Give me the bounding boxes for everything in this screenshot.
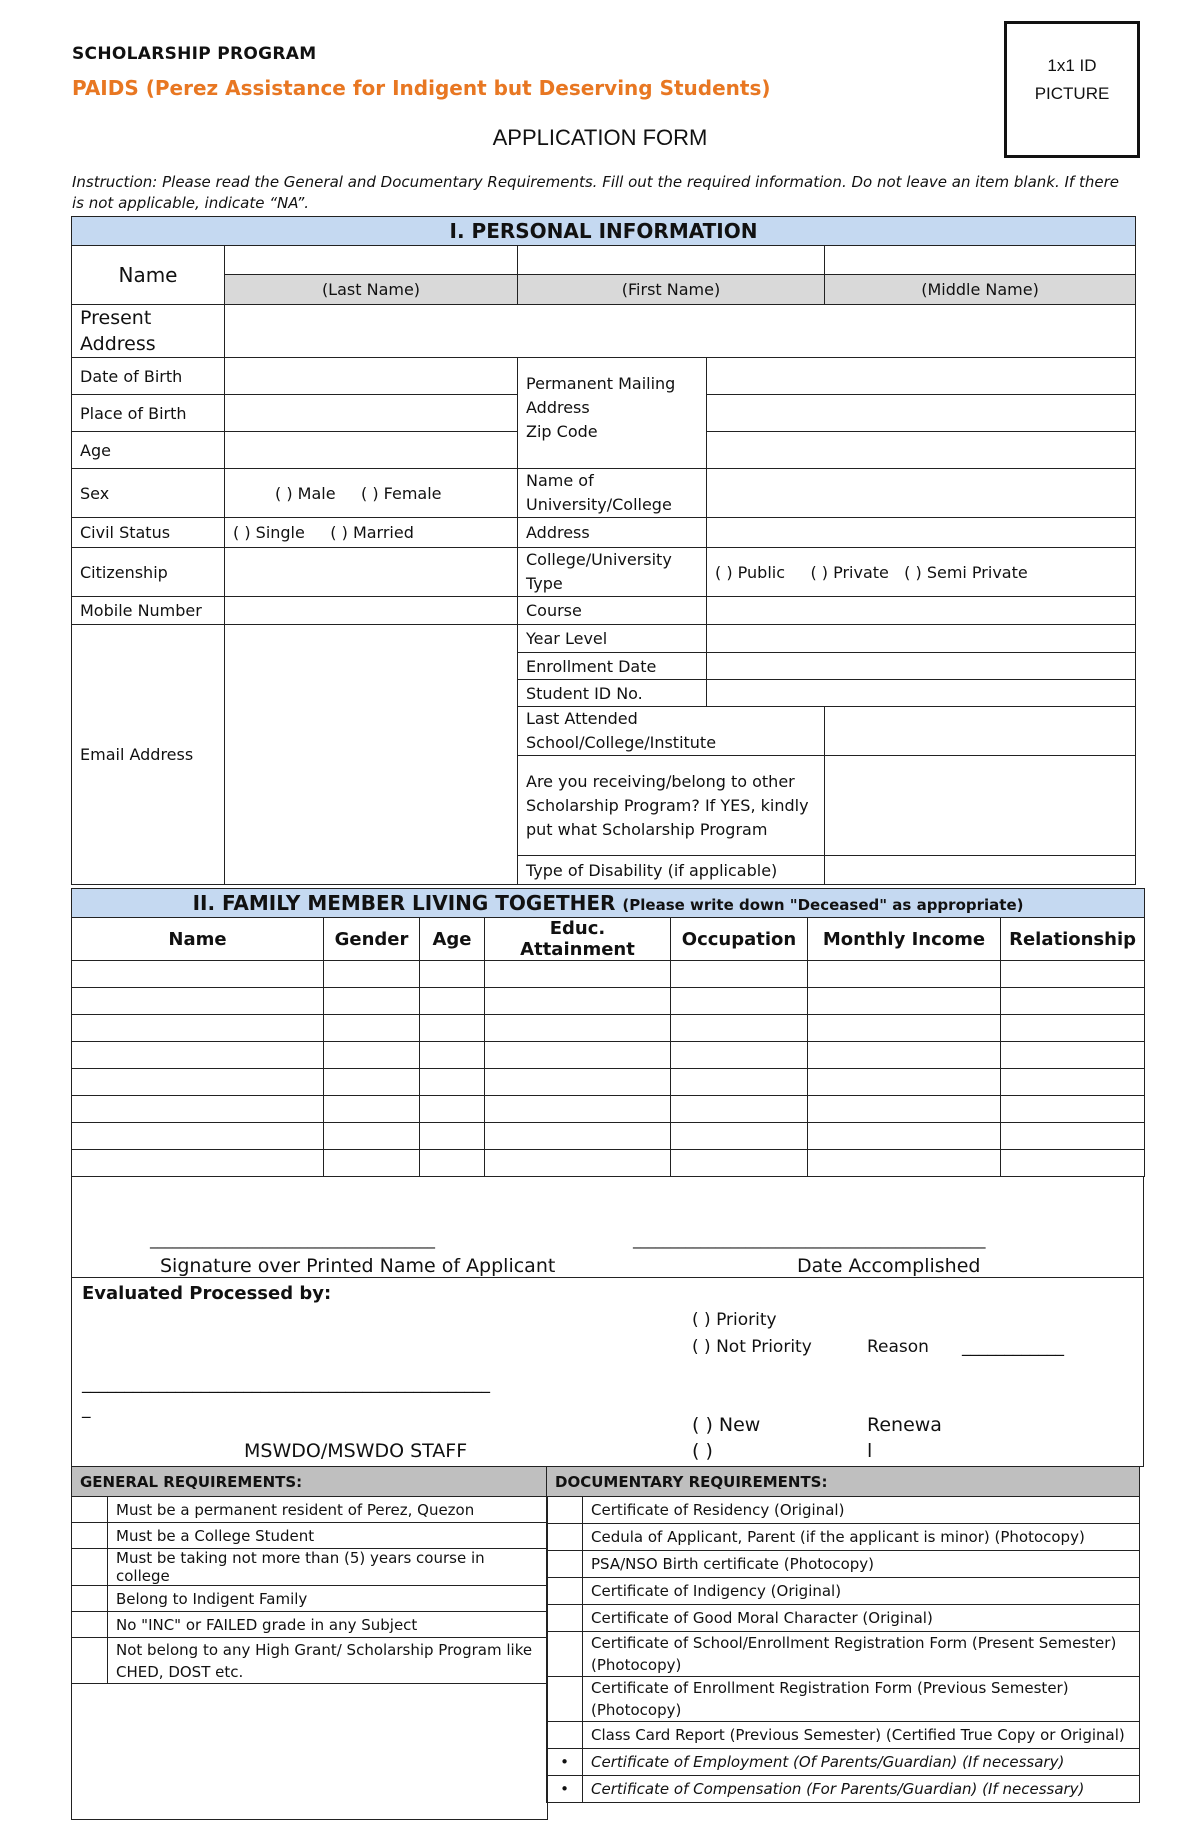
- doc-req-8: Class Card Report (Previous Semester) (Certified True Copy or Original): [583, 1722, 1140, 1749]
- section-family-title: [72, 889, 1145, 918]
- cell[interactable]: [72, 1069, 324, 1096]
- general-checkbox-3[interactable]: [72, 1549, 108, 1586]
- date-accomplished-line[interactable]: _______________________________________________: [633, 1231, 986, 1249]
- cell[interactable]: [420, 961, 485, 988]
- year-level-input[interactable]: [707, 625, 1136, 653]
- university-address-input[interactable]: [707, 518, 1136, 548]
- disability-input[interactable]: [825, 856, 1136, 885]
- cell[interactable]: [1001, 1150, 1145, 1177]
- doc-checkbox-7[interactable]: [547, 1677, 583, 1722]
- table-row: [72, 1069, 1145, 1096]
- col-gender: Gender: [324, 918, 420, 961]
- col-relationship: Relationship: [1001, 918, 1145, 961]
- staff-signature-line[interactable]: ________________________________________________: [82, 1374, 490, 1394]
- photo-label-2: PICTURE: [1034, 84, 1110, 103]
- last-name-caption: (Last Name): [225, 275, 518, 305]
- col-age: Age: [420, 918, 485, 961]
- general-req-5: No "INC" or FAILED grade in any Subject: [108, 1612, 548, 1638]
- mobile-number-input[interactable]: [225, 597, 518, 625]
- cell[interactable]: [324, 1123, 420, 1150]
- general-req-2: Must be a College Student: [108, 1523, 548, 1549]
- first-name-input[interactable]: [518, 246, 825, 275]
- college-type-label: College/University Type: [518, 548, 707, 597]
- last-attended-label: Last Attended School/College/Institute: [518, 707, 825, 756]
- first-name-caption: (First Name): [518, 275, 825, 305]
- cell[interactable]: [808, 1150, 1001, 1177]
- table-row: [72, 1123, 1145, 1150]
- col-occupation: Occupation: [671, 918, 808, 961]
- table-row: [72, 961, 1145, 988]
- instruction-text: Instruction: Please read the General and Documentary Requirements. Fill out the required information. Do not leave an item blank. If there is not applicable, indicate “NA”.: [72, 173, 1119, 212]
- type-private-option[interactable]: ( ) Private: [810, 562, 889, 582]
- renewal-option[interactable]: ( ): [692, 1440, 713, 1462]
- cell[interactable]: [671, 1042, 808, 1069]
- doc-checkbox-4[interactable]: [547, 1578, 583, 1605]
- middle-name-caption: (Middle Name): [825, 275, 1136, 305]
- citizenship-label: Citizenship: [72, 548, 225, 597]
- course-label: Course: [518, 597, 707, 625]
- doc-req-3: PSA/NSO Birth certificate (Photocopy): [583, 1551, 1140, 1578]
- civil-single-option[interactable]: ( ) Single: [233, 523, 305, 542]
- priority-option[interactable]: ( ) Priority: [692, 1310, 777, 1330]
- last-name-input[interactable]: [225, 246, 518, 275]
- signature-box: [71, 1176, 1144, 1278]
- date-accomplished-label: Date Accomplished: [797, 1255, 981, 1277]
- col-name: Name: [72, 918, 324, 961]
- cell[interactable]: [485, 1096, 671, 1123]
- cell[interactable]: [808, 1015, 1001, 1042]
- doc-req-10: Certificate of Compensation (For Parents/Guardian) (If necessary): [583, 1776, 1140, 1803]
- doc-req-2: Cedula of Applicant, Parent (if the applicant is minor) (Photocopy): [583, 1524, 1140, 1551]
- renewal-label-b: l: [867, 1440, 873, 1462]
- reason-label: Reason: [867, 1337, 929, 1357]
- cell[interactable]: [324, 1015, 420, 1042]
- cell[interactable]: [420, 1123, 485, 1150]
- cell[interactable]: [1001, 988, 1145, 1015]
- cell[interactable]: [808, 1069, 1001, 1096]
- col-educ-attainment: Educ. Attainment: [485, 918, 671, 961]
- doc-bullet-10: •: [547, 1776, 583, 1803]
- general-checkbox-1[interactable]: [72, 1497, 108, 1523]
- general-checkbox-6[interactable]: [72, 1638, 108, 1684]
- general-req-3: Must be taking not more than (5) years course in college: [108, 1549, 548, 1586]
- other-scholarship-input[interactable]: [825, 756, 1136, 856]
- cell[interactable]: [324, 988, 420, 1015]
- mobile-number-label: Mobile Number: [72, 597, 225, 625]
- cell[interactable]: [72, 1042, 324, 1069]
- family-title-text: II. FAMILY MEMBER LIVING TOGETHER: [192, 891, 616, 915]
- cell[interactable]: [671, 1015, 808, 1042]
- doc-checkbox-8[interactable]: [547, 1722, 583, 1749]
- sex-label: Sex: [72, 469, 225, 518]
- enrollment-date-input[interactable]: [707, 653, 1136, 680]
- family-table: [71, 888, 1145, 1177]
- family-title-note: (Please write down "Deceased" as appropriate): [622, 896, 1024, 914]
- sex-female-option[interactable]: ( ) Female: [361, 483, 442, 503]
- not-priority-option[interactable]: ( ) Not Priority: [692, 1337, 812, 1357]
- type-public-option[interactable]: ( ) Public: [715, 562, 786, 582]
- age-input[interactable]: [225, 432, 518, 469]
- program-title: SCHOLARSHIP PROGRAM: [72, 44, 317, 64]
- general-checkbox-4[interactable]: [72, 1586, 108, 1612]
- present-address-label: Present Address: [72, 305, 225, 358]
- staff-label: MSWDO/MSWDO STAFF: [244, 1440, 468, 1462]
- year-level-label: Year Level: [518, 625, 707, 653]
- disability-label: Type of Disability (if applicable): [518, 856, 825, 885]
- table-row: [72, 1015, 1145, 1042]
- permanent-mailing-input-1[interactable]: [707, 358, 1136, 395]
- cell[interactable]: [671, 1150, 808, 1177]
- middle-name-input[interactable]: [825, 246, 1136, 275]
- col-monthly-income: Monthly Income: [808, 918, 1001, 961]
- cell[interactable]: [324, 1150, 420, 1177]
- evaluation-box: [71, 1277, 1144, 1467]
- section-personal-title: I. PERSONAL INFORMATION: [72, 217, 1136, 246]
- cell[interactable]: [420, 1069, 485, 1096]
- cell[interactable]: [1001, 1069, 1145, 1096]
- cell[interactable]: [808, 988, 1001, 1015]
- sex-male-option[interactable]: ( ) Male: [275, 483, 336, 503]
- table-row: [72, 1042, 1145, 1069]
- email-address-input[interactable]: [225, 625, 518, 885]
- doc-req-1: Certificate of Residency (Original): [583, 1497, 1140, 1524]
- student-id-input[interactable]: [707, 680, 1136, 707]
- doc-req-4: Certificate of Indigency (Original): [583, 1578, 1140, 1605]
- cell[interactable]: [420, 1015, 485, 1042]
- cell[interactable]: [324, 961, 420, 988]
- doc-checkbox-3[interactable]: [547, 1551, 583, 1578]
- email-address-label: Email Address: [72, 625, 225, 885]
- form-title: APPLICATION FORM: [492, 125, 708, 150]
- new-option[interactable]: ( ) New: [692, 1414, 761, 1436]
- cell[interactable]: [808, 1042, 1001, 1069]
- documentary-requirements-title: DOCUMENTARY REQUIREMENTS:: [547, 1467, 1140, 1497]
- university-name-label: Name of University/College: [518, 469, 707, 518]
- cell[interactable]: [671, 1069, 808, 1096]
- doc-req-7: Certificate of Enrollment Registration Form (Previous Semester) (Photocopy): [583, 1677, 1140, 1722]
- cell[interactable]: [1001, 1015, 1145, 1042]
- date-of-birth-label: Date of Birth: [72, 358, 225, 395]
- cell[interactable]: [485, 1069, 671, 1096]
- university-name-input[interactable]: [707, 469, 1136, 518]
- general-req-6: Not belong to any High Grant/ Scholarship Program like CHED, DOST etc.: [108, 1638, 548, 1684]
- place-of-birth-input[interactable]: [225, 395, 518, 432]
- student-id-label: Student ID No.: [518, 680, 707, 707]
- general-req-4: Belong to Indigent Family: [108, 1586, 548, 1612]
- type-semi-private-option[interactable]: ( ) Semi Private: [904, 562, 1028, 582]
- general-requirements-table: [71, 1466, 548, 1820]
- civil-status-options: [225, 518, 518, 548]
- place-of-birth-label: Place of Birth: [72, 395, 225, 432]
- program-subtitle: PAIDS (Perez Assistance for Indigent but Deserving Students): [72, 76, 771, 100]
- cell[interactable]: [420, 1150, 485, 1177]
- name-label: Name: [72, 246, 225, 305]
- general-requirements-title: GENERAL REQUIREMENTS:: [72, 1467, 548, 1497]
- general-req-1: Must be a permanent resident of Perez, Quezon: [108, 1497, 548, 1523]
- course-input[interactable]: [707, 597, 1136, 625]
- family-rows: [72, 961, 1145, 1177]
- cell[interactable]: [485, 1042, 671, 1069]
- cell[interactable]: [420, 988, 485, 1015]
- cell[interactable]: [485, 1015, 671, 1042]
- cell[interactable]: [808, 1123, 1001, 1150]
- evaluated-by-label: Evaluated Processed by:: [82, 1283, 332, 1304]
- cell[interactable]: [808, 1096, 1001, 1123]
- cell[interactable]: [485, 988, 671, 1015]
- date-of-birth-input[interactable]: [225, 358, 518, 395]
- cell[interactable]: [72, 1096, 324, 1123]
- cell[interactable]: [324, 1042, 420, 1069]
- cell[interactable]: [485, 961, 671, 988]
- enrollment-date-label: Enrollment Date: [518, 653, 707, 680]
- documentary-requirements-table: [546, 1466, 1140, 1803]
- cell[interactable]: [324, 1069, 420, 1096]
- civil-married-option[interactable]: ( ) Married: [330, 523, 414, 542]
- general-checkbox-5[interactable]: [72, 1612, 108, 1638]
- cell[interactable]: [808, 961, 1001, 988]
- cell[interactable]: [671, 1096, 808, 1123]
- doc-bullet-9: •: [547, 1749, 583, 1776]
- university-address-label: Address: [518, 518, 707, 548]
- cell[interactable]: [420, 1096, 485, 1123]
- permanent-mailing-label: [518, 358, 707, 469]
- general-checkbox-2[interactable]: [72, 1523, 108, 1549]
- table-row: [72, 988, 1145, 1015]
- cell[interactable]: [324, 1096, 420, 1123]
- table-row: [72, 1096, 1145, 1123]
- cell[interactable]: [1001, 1042, 1145, 1069]
- cell[interactable]: [420, 1042, 485, 1069]
- age-label: Age: [72, 432, 225, 469]
- cell[interactable]: [72, 961, 324, 988]
- last-attended-input[interactable]: [825, 707, 1136, 756]
- permanent-mailing-input-2[interactable]: [707, 395, 1136, 432]
- applicant-signature-label: Signature over Printed Name of Applicant: [160, 1255, 556, 1277]
- reason-line[interactable]: ____________: [962, 1337, 1064, 1357]
- doc-checkbox-1[interactable]: [547, 1497, 583, 1524]
- cell[interactable]: [72, 1150, 324, 1177]
- zip-code-input[interactable]: [707, 432, 1136, 469]
- cell[interactable]: [671, 961, 808, 988]
- cell[interactable]: [72, 1015, 324, 1042]
- other-scholarship-label: Are you receiving/belong to other Scholarship Program? If YES, kindly put what Scholarship Program: [518, 756, 825, 856]
- cell[interactable]: [72, 1123, 324, 1150]
- staff-signature-line-end: _: [82, 1399, 91, 1419]
- cell[interactable]: [1001, 1096, 1145, 1123]
- college-type-options: [707, 548, 1136, 597]
- present-address-input[interactable]: [225, 305, 1136, 358]
- cell[interactable]: [671, 1123, 808, 1150]
- table-row: [72, 1150, 1145, 1177]
- photo-label-1: 1x1 ID: [1047, 56, 1097, 75]
- applicant-signature-line[interactable]: ______________________________________: [150, 1231, 435, 1249]
- cell[interactable]: [485, 1150, 671, 1177]
- general-empty-area: [72, 1684, 548, 1820]
- cell[interactable]: [485, 1123, 671, 1150]
- doc-req-5: Certificate of Good Moral Character (Original): [583, 1605, 1140, 1632]
- renewal-label-a: Renewa: [867, 1414, 942, 1436]
- civil-status-label: Civil Status: [72, 518, 225, 548]
- doc-req-6: Certificate of School/Enrollment Registration Form (Present Semester) (Photocopy): [583, 1632, 1140, 1677]
- doc-checkbox-6[interactable]: [547, 1632, 583, 1677]
- zip-code-text: Zip Code: [526, 422, 598, 441]
- cell[interactable]: [1001, 961, 1145, 988]
- cell[interactable]: [1001, 1123, 1145, 1150]
- sex-options: [225, 469, 518, 518]
- citizenship-input[interactable]: [225, 548, 518, 597]
- doc-checkbox-2[interactable]: [547, 1524, 583, 1551]
- cell[interactable]: [72, 988, 324, 1015]
- permanent-mailing-text: Permanent Mailing Address: [526, 374, 676, 417]
- doc-req-9: Certificate of Employment (Of Parents/Guardian) (If necessary): [583, 1749, 1140, 1776]
- doc-checkbox-5[interactable]: [547, 1605, 583, 1632]
- personal-info-table: [71, 216, 1136, 885]
- cell[interactable]: [671, 988, 808, 1015]
